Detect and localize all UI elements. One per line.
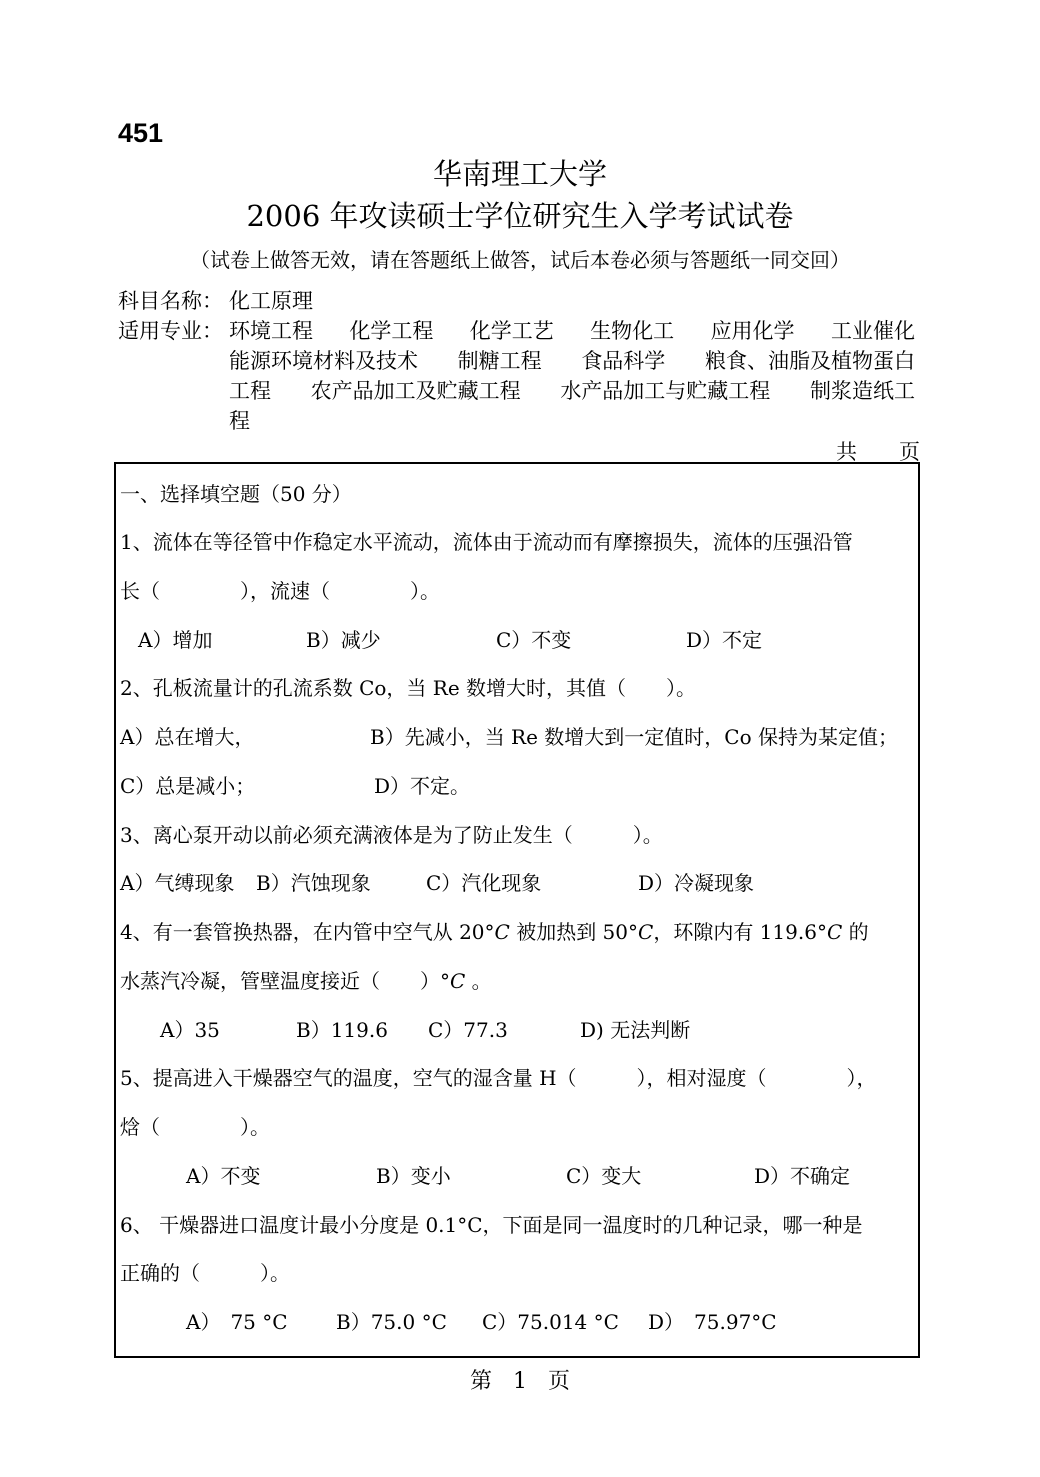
q3-option-c: C）汽化现象 <box>426 871 542 895</box>
majors-line-3 <box>229 376 915 406</box>
total-pages-left: 共 <box>836 440 857 464</box>
section-title: 一、选择填空题（50 分） <box>120 482 352 506</box>
q1-option-d: D）不定 <box>686 628 763 652</box>
major-item: 工程 <box>229 379 271 403</box>
q3-option-a: A）气缚现象 <box>120 871 235 895</box>
q2-option-d: D）不定。 <box>374 774 471 798</box>
major-item: 粮食、油脂及植物蛋白 <box>704 349 915 373</box>
major-item: 制糖工程 <box>457 349 542 373</box>
q1-option-b: B）减少 <box>306 628 381 652</box>
q2-option-b: B）先减小，当 Re 数增大到一定值时，Co 保持为某定值； <box>370 725 899 749</box>
q4-option-b: B）119.6 <box>296 1018 388 1042</box>
majors-label: 适用专业： <box>118 319 223 343</box>
q2-option-a: A）总在增大， <box>120 725 255 749</box>
question-4-line-2 <box>120 965 492 994</box>
exam-note: （试卷上做答无效，请在答题纸上做答，试后本卷必须与答题纸一同交回） <box>190 248 850 272</box>
subject-value: 化工原理 <box>229 289 313 313</box>
major-item: 能源环境材料及技术 <box>229 349 418 373</box>
q6-option-b: B）75.0 °C <box>336 1310 447 1334</box>
q2-option-c: C）总是减小； <box>120 774 256 798</box>
page-number: 第 1 页 <box>470 1369 570 1394</box>
q4-text: 4、有一套管换热器，在内管中空气从 20 <box>120 920 485 944</box>
q6-option-c: C）75.014 °C <box>482 1310 619 1334</box>
major-item: 化学工程 <box>349 319 434 343</box>
major-item: 工业催化 <box>830 319 915 343</box>
q5-option-c: C）变大 <box>566 1164 642 1188</box>
question-4-line-1 <box>120 916 869 945</box>
q4-text: ，环隙内有 119.6 <box>653 920 817 944</box>
q6-option-a: A） 75 °C <box>186 1310 288 1334</box>
university-name: 华南理工大学 <box>432 157 607 191</box>
q4-text: 水蒸汽冷凝，管壁温度接近（ ） <box>120 969 440 993</box>
q1-option-a: A）增加 <box>138 628 213 652</box>
question-1-line-2: 长（ ），流速（ ）。 <box>120 579 440 603</box>
major-item: 应用化学 <box>710 319 795 343</box>
q6-option-d: D） 75.97°C <box>648 1310 777 1334</box>
question-6-line-2: 正确的（ ）。 <box>120 1261 290 1285</box>
q4-text: 被加热到 50 <box>509 920 629 944</box>
question-box <box>114 462 920 1358</box>
question-5-line-2: 焓（ ）。 <box>120 1115 270 1139</box>
exam-code: 451 <box>118 118 164 148</box>
q5-option-d: D）不确定 <box>754 1164 851 1188</box>
major-item: 农产品加工及贮藏工程 <box>310 379 521 403</box>
subject-label: 科目名称： <box>118 289 223 313</box>
question-5-line-1: 5、提高进入干燥器空气的温度，空气的湿含量 H（ ），相对湿度（ ）， <box>120 1066 877 1090</box>
majors-line-1 <box>229 316 915 346</box>
major-item: 生物化工 <box>590 319 675 343</box>
major-item: 化学工艺 <box>469 319 554 343</box>
celsius-symbol: °C <box>816 920 843 944</box>
question-2-line-1: 2、孔板流量计的孔流系数 Co，当 Re 数增大时，其值（ ）。 <box>120 676 697 700</box>
q4-option-c: C）77.3 <box>428 1018 508 1042</box>
exam-title: 2006 年攻读硕士学位研究生入学考试试卷 <box>246 199 794 233</box>
q4-option-d: D) 无法判断 <box>580 1018 691 1042</box>
major-item: 程 <box>229 409 250 433</box>
question-1-line-1: 1、流体在等径管中作稳定水平流动，流体由于流动而有摩擦损失，流体的压强沿管 <box>120 530 853 554</box>
celsius-symbol: °C <box>440 969 466 993</box>
celsius-symbol: °C <box>484 920 510 944</box>
q3-option-b: B）汽蚀现象 <box>256 871 371 895</box>
majors-line-4 <box>229 406 250 436</box>
q4-option-a: A）35 <box>160 1018 220 1042</box>
q5-option-a: A）不变 <box>186 1164 261 1188</box>
celsius-symbol: °C <box>628 920 654 944</box>
q1-option-c: C）不变 <box>496 628 572 652</box>
major-item: 食品科学 <box>581 349 666 373</box>
q4-text: 的 <box>842 920 869 944</box>
q3-option-d: D）冷凝现象 <box>638 871 755 895</box>
major-item: 环境工程 <box>229 319 313 343</box>
majors-line-2 <box>229 346 915 376</box>
question-6-line-1: 6、 干燥器进口温度计最小分度是 0.1°C，下面是同一温度时的几种记录，哪一种是 <box>120 1213 863 1237</box>
total-pages-right: 页 <box>899 440 920 464</box>
question-3-line-1: 3、离心泵开动以前必须充满液体是为了防止发生（ ）。 <box>120 823 663 847</box>
major-item: 制浆造纸工 <box>809 379 915 403</box>
major-item: 水产品加工与贮藏工程 <box>560 379 771 403</box>
q4-text: 。 <box>465 969 492 993</box>
q5-option-b: B）变小 <box>376 1164 451 1188</box>
